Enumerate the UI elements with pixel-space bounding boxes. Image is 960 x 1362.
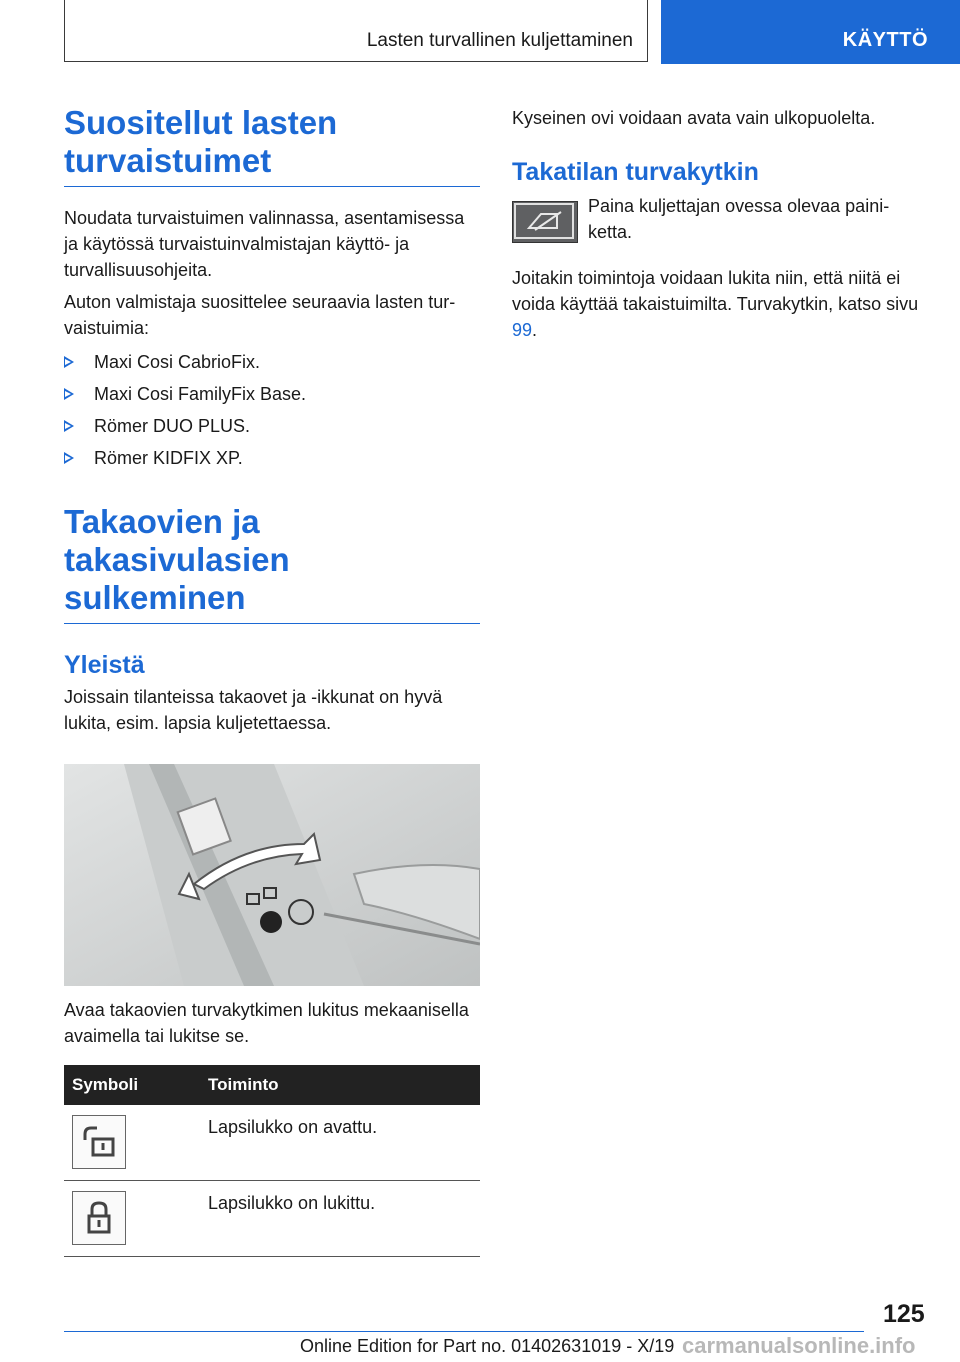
heading-rule	[64, 186, 480, 187]
chapter-tab	[661, 0, 960, 64]
section-title: Lasten turvallinen kuljettaminen	[366, 30, 633, 51]
bullet-triangle-icon	[64, 388, 74, 400]
heading-rule	[64, 623, 480, 624]
footer-edition: Online Edition for Part no. 01402631019 - X/19	[300, 1336, 675, 1356]
page-number: 125	[883, 1300, 925, 1328]
paragraph-doors-instruction: Avaa takaovien turvakytkimen lukitus mekaanisella avaimella tai lukitse se.	[64, 1000, 469, 1046]
list-item: Maxi Cosi FamilyFix Base.	[64, 381, 480, 407]
paragraph-door-outside: Kyseinen ovi voidaan avata vain ulkopuolelta.	[512, 108, 876, 128]
paragraph-seat-instructions: Noudata turvaistuimen valinnassa, asentamisessa ja käytössä turvaistuinvalmistajan käyttö- ja turvallisuusohjeita.	[64, 208, 465, 280]
switch-block	[512, 196, 920, 263]
symbol-table	[64, 1065, 480, 1257]
list-item: Maxi Cosi CabrioFix.	[64, 349, 480, 375]
heading-rear-safety-switch: Takatilan turvakytkin	[512, 158, 759, 186]
lock-closed-icon	[72, 1191, 126, 1245]
bullet-triangle-icon	[64, 356, 74, 368]
bullet-triangle-icon	[64, 452, 74, 464]
page-reference-link[interactable]: 99	[512, 320, 533, 340]
seats-section	[64, 104, 480, 477]
paragraph-seat-recommendation: Auton valmistaja suosittelee seuraavia lasten turvaistuimia:	[64, 292, 456, 338]
heading-general: Yleistä	[64, 651, 145, 679]
list-item: Römer DUO PLUS.	[64, 413, 480, 439]
lock-open-icon	[72, 1115, 126, 1169]
table-cell-function: Lapsilukko on lukittu.	[200, 1181, 480, 1257]
paragraph-general: Joissain tilanteissa takaovet ja -ikkunat on hyvä lukita, esim. lapsia kuljetettaessa.	[64, 687, 443, 733]
right-column	[512, 105, 920, 343]
chapter-tab-label: KÄYTTÖ	[842, 29, 928, 51]
footer-watermark: carmanualsonline.info	[682, 1333, 916, 1358]
child-lock-photo	[64, 764, 480, 986]
table-header-row	[64, 1065, 480, 1105]
paragraph-lock-functions: Joitakin toimintoja voidaan lukita niin, että niitä ei voida käyttää takaistuimilta. Turvakytkin, katso sivu 99.	[512, 268, 919, 340]
footer-rule	[64, 1331, 864, 1332]
column-header-function: Toiminto	[200, 1065, 480, 1105]
table-row	[64, 1181, 480, 1257]
heading-recommended-seats: Suositellut lasten turvaistuimet	[64, 104, 338, 179]
window-lock-button-icon	[512, 201, 578, 243]
doors-section	[64, 503, 480, 794]
table-row	[64, 1105, 480, 1181]
seat-list	[64, 349, 480, 471]
heading-rear-doors: Takaovien ja takasivulasien sulkeminen	[64, 503, 290, 616]
table-cell-function: Lapsilukko on avattu.	[200, 1105, 480, 1181]
header-box	[64, 0, 648, 62]
bullet-triangle-icon	[64, 420, 74, 432]
child-lock-illustration-icon	[64, 764, 480, 986]
paragraph-press-button: Paina kuljettajan ovessa olevaa painiketta.	[588, 196, 890, 242]
column-header-symbol: Symboli	[64, 1065, 200, 1105]
doors-caption	[64, 997, 480, 1049]
list-item: Römer KIDFIX XP.	[64, 445, 480, 471]
